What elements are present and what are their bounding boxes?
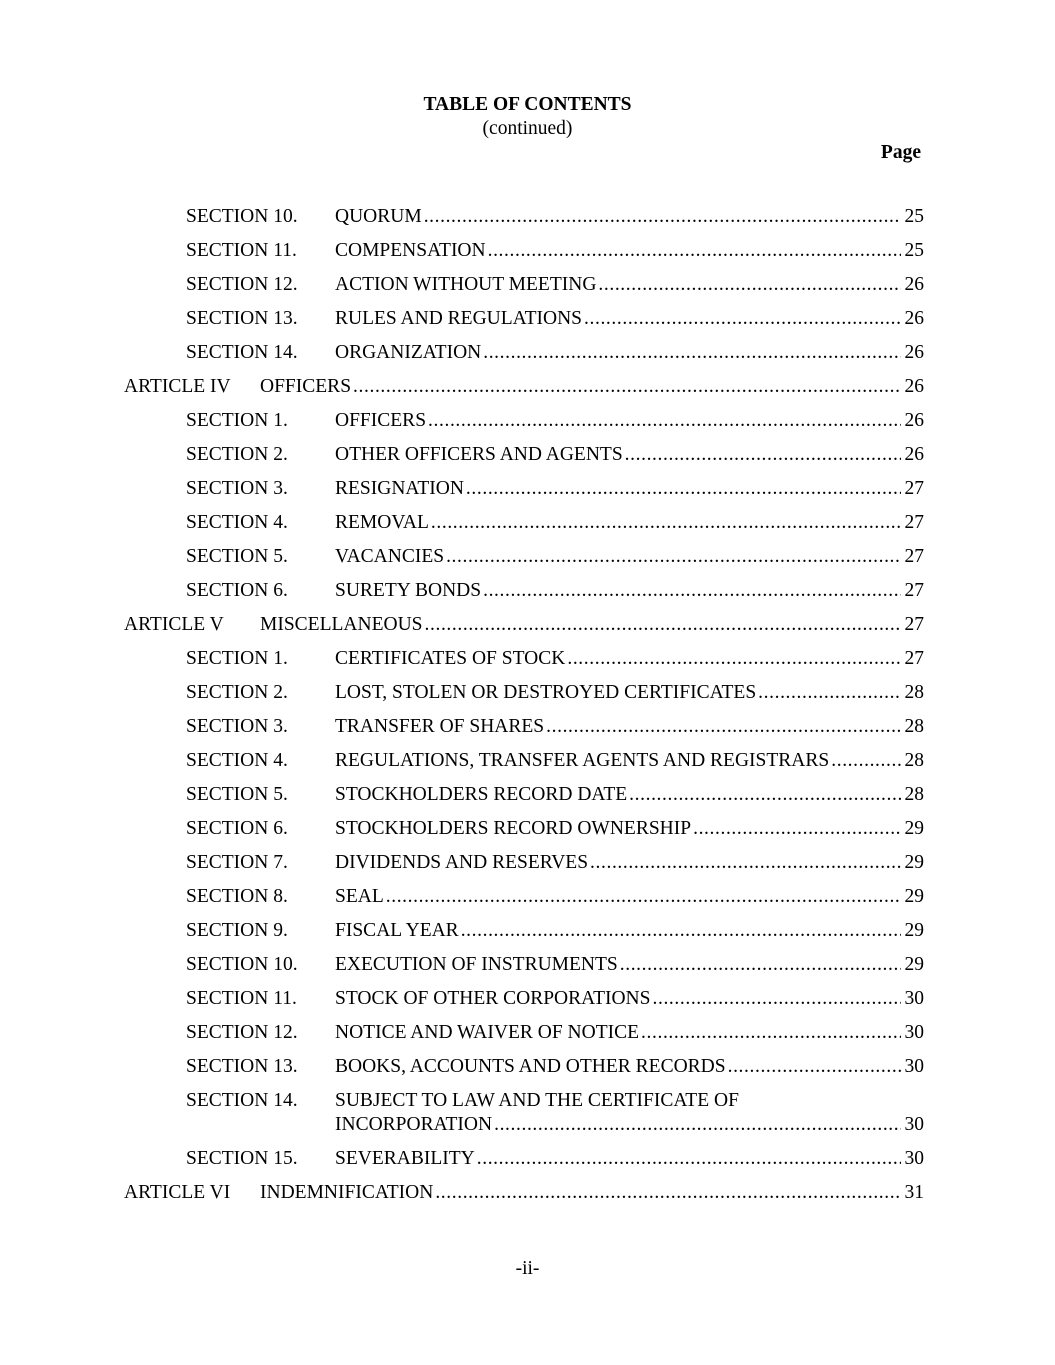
toc-entry-leader-line [335,749,924,773]
dot-leader [483,579,900,603]
toc-entry-leader-line [335,681,924,705]
toc-entry-title-block [335,1021,924,1045]
toc-entry-leader-line [335,477,924,501]
toc-entry-page: 31 [904,1182,924,1203]
toc-entry-number: SECTION 7. [186,852,288,873]
toc-entry-leader-line [335,817,924,841]
toc-entry-title: DIVIDENDS AND RESERVES [335,852,589,873]
page-column-label: Page [880,142,921,163]
toc-entry-title-block [260,375,924,399]
toc-entry-title: COMPENSATION [335,240,486,261]
toc-entry-number: SECTION 4. [186,750,288,771]
toc-entry-leader-line [335,341,924,365]
toc-entry-page: 26 [904,342,924,363]
toc-entry-title-block [335,987,924,1011]
toc-section-entry[interactable] [0,987,1055,1021]
toc-entry-page: 30 [904,1114,924,1135]
toc-entry-number: SECTION 10. [186,206,298,227]
toc-entry-leader-line [260,375,924,399]
toc-entry-leader-line [335,1021,924,1045]
toc-entry-page: 26 [904,444,924,465]
toc-entry-page: 26 [904,274,924,295]
toc-section-entry[interactable] [0,953,1055,987]
toc-section-entry[interactable] [0,681,1055,715]
toc-heading: TABLE OF CONTENTS [423,94,632,115]
toc-entry-title: STOCK OF OTHER CORPORATIONS [335,988,651,1009]
toc-section-entry[interactable] [0,341,1055,375]
toc-entry-title-block [335,817,924,841]
toc-entry-title-block [335,307,924,331]
dot-leader [653,987,901,1011]
dot-leader [584,307,900,331]
toc-entry-number: SECTION 13. [186,1056,298,1077]
toc-entry-number: SECTION 11. [186,988,297,1009]
toc-entry-page: 29 [904,818,924,839]
toc-section-entry[interactable] [0,273,1055,307]
toc-entry-title: TRANSFER OF SHARES [335,716,545,737]
page-footer-number: -ii- [515,1258,540,1279]
dot-leader [425,613,901,637]
dot-leader [620,953,901,977]
toc-entry-page: 29 [904,852,924,873]
toc-list [0,205,1055,1215]
toc-section-entry[interactable] [0,919,1055,953]
toc-entry-page: 30 [904,988,924,1009]
toc-section-entry[interactable] [0,715,1055,749]
toc-entry-page: 30 [904,1056,924,1077]
toc-entry-title-block [335,851,924,875]
toc-section-entry[interactable] [0,1089,1055,1147]
toc-entry-title: NOTICE AND WAIVER OF NOTICE [335,1022,640,1043]
dot-leader [435,1181,900,1205]
toc-entry-title: INCORPORATION [335,1114,493,1135]
toc-entry-number: SECTION 3. [186,478,288,499]
dot-leader [446,545,900,569]
toc-entry-number: SECTION 4. [186,512,288,533]
dot-leader [728,1055,901,1079]
toc-entry-title: ACTION WITHOUT MEETING [335,274,597,295]
toc-entry-page: 28 [904,682,924,703]
toc-entry-page: 26 [904,376,924,397]
toc-section-entry[interactable] [0,205,1055,239]
dot-leader [483,341,900,365]
toc-entry-leader-line [335,885,924,909]
dot-leader [590,851,900,875]
toc-entry-title: VACANCIES [335,546,445,567]
toc-entry-title: FISCAL YEAR [335,920,459,941]
dot-leader [494,1113,900,1137]
toc-entry-title-line1: SUBJECT TO LAW AND THE CERTIFICATE OF [335,1090,739,1111]
toc-entry-number: SECTION 2. [186,444,288,465]
toc-entry-title: SURETY BONDS [335,580,482,601]
toc-entry-number: SECTION 9. [186,920,288,941]
toc-entry-number: SECTION 5. [186,546,288,567]
toc-section-entry[interactable] [0,851,1055,885]
toc-section-entry[interactable] [0,409,1055,443]
toc-entry-number: ARTICLE V [124,614,224,635]
toc-entry-page: 28 [904,750,924,771]
toc-entry-leader-line [335,1113,924,1137]
toc-section-entry[interactable] [0,1147,1055,1181]
toc-entry-leader-line [260,1181,924,1205]
toc-entry-number: SECTION 14. [186,1090,298,1111]
toc-entry-title-block [335,205,924,229]
toc-entry-title: MISCELLANEOUS [260,614,423,635]
toc-entry-leader-line [335,1147,924,1171]
toc-entry-number: SECTION 12. [186,274,298,295]
dot-leader [386,885,901,909]
toc-entry-title-block [335,919,924,943]
toc-entry-title: SEVERABILITY [335,1148,475,1169]
dot-leader [431,511,901,535]
toc-entry-leader-line [335,647,924,671]
toc-entry-leader-line [335,953,924,977]
toc-entry-number: ARTICLE IV [124,376,231,397]
toc-entry-title-block [335,647,924,671]
toc-section-entry[interactable] [0,511,1055,545]
toc-section-entry[interactable] [0,545,1055,579]
toc-entry-title-block [335,443,924,467]
toc-entry-page: 25 [904,240,924,261]
toc-entry-number: SECTION 10. [186,954,298,975]
toc-entry-title: REMOVAL [335,512,429,533]
toc-entry-number: SECTION 1. [186,410,288,431]
dot-leader [625,443,901,467]
toc-entry-number: SECTION 12. [186,1022,298,1043]
toc-entry-title: OFFICERS [335,410,427,431]
toc-entry-number: SECTION 3. [186,716,288,737]
toc-article-entry[interactable] [0,375,1055,409]
toc-entry-title-block [335,477,924,501]
toc-entry-title: RESIGNATION [335,478,464,499]
toc-entry-leader-line [335,919,924,943]
toc-section-entry[interactable] [0,1021,1055,1055]
toc-entry-title-block [335,681,924,705]
toc-entry-title-block [335,273,924,297]
dot-leader [598,273,900,297]
toc-entry-leader-line [335,239,924,263]
toc-entry-leader-line [335,851,924,875]
toc-entry-title-block [335,1147,924,1171]
toc-entry-number: SECTION 14. [186,342,298,363]
dot-leader [353,375,900,399]
toc-section-entry[interactable] [0,307,1055,341]
toc-subheading: (continued) [482,118,573,139]
toc-entry-page: 30 [904,1022,924,1043]
toc-entry-page: 30 [904,1148,924,1169]
dot-leader [831,749,900,773]
dot-leader [424,205,901,229]
toc-section-entry[interactable] [0,749,1055,783]
toc-entry-title: ORGANIZATION [335,342,482,363]
toc-entry-title-block [335,885,924,909]
toc-article-entry[interactable] [0,613,1055,647]
toc-entry-title: QUORUM [335,206,422,227]
toc-entry-title: STOCKHOLDERS RECORD DATE [335,784,628,805]
toc-entry-title: REGULATIONS, TRANSFER AGENTS AND REGISTRARS [335,750,830,771]
toc-entry-leader-line [335,715,924,739]
toc-entry-page: 27 [904,580,924,601]
toc-article-entry[interactable] [0,1181,1055,1215]
toc-entry-number: ARTICLE VI [124,1182,231,1203]
toc-entry-page: 28 [904,784,924,805]
toc-entry-title-block [260,613,924,637]
toc-entry-title-block [335,239,924,263]
toc-entry-leader-line [335,409,924,433]
toc-entry-leader-line [335,1055,924,1079]
toc-entry-page: 29 [904,886,924,907]
toc-section-entry[interactable] [0,647,1055,681]
toc-entry-title: OFFICERS [260,376,352,397]
toc-entry-page: 27 [904,648,924,669]
toc-entry-number: SECTION 11. [186,240,297,261]
toc-entry-title: CERTIFICATES OF STOCK [335,648,566,669]
dot-leader [641,1021,900,1045]
toc-entry-title-block [335,715,924,739]
toc-entry-leader-line [335,579,924,603]
toc-section-entry[interactable] [0,239,1055,273]
toc-section-entry[interactable] [0,783,1055,817]
toc-entry-page: 27 [904,614,924,635]
toc-entry-title: EXECUTION OF INSTRUMENTS [335,954,618,975]
toc-entry-page: 26 [904,410,924,431]
toc-section-entry[interactable] [0,1055,1055,1089]
dot-leader [488,239,901,263]
toc-entry-title: BOOKS, ACCOUNTS AND OTHER RECORDS [335,1056,726,1077]
toc-section-entry[interactable] [0,817,1055,851]
toc-entry-number: SECTION 6. [186,580,288,601]
toc-entry-title: SEAL [335,886,384,907]
toc-entry-leader-line [260,613,924,637]
toc-entry-title: INDEMNIFICATION [260,1182,434,1203]
toc-entry-page: 27 [904,546,924,567]
toc-entry-number: SECTION 2. [186,682,288,703]
toc-section-entry[interactable] [0,443,1055,477]
dot-leader [466,477,901,501]
dot-leader [428,409,900,433]
toc-entry-page: 25 [904,206,924,227]
toc-entry-title: STOCKHOLDERS RECORD OWNERSHIP [335,818,692,839]
toc-entry-number: SECTION 13. [186,308,298,329]
toc-entry-title: OTHER OFFICERS AND AGENTS [335,444,623,465]
toc-entry-leader-line [335,783,924,807]
toc-entry-title-block [260,1181,924,1205]
dot-leader [461,919,901,943]
toc-entry-number: SECTION 15. [186,1148,298,1169]
toc-entry-leader-line [335,545,924,569]
dot-leader [546,715,900,739]
toc-entry-title: LOST, STOLEN OR DESTROYED CERTIFICATES [335,682,757,703]
toc-entry-title-block [335,749,924,773]
toc-entry-leader-line [335,511,924,535]
dot-leader [629,783,900,807]
toc-entry-leader-line [335,307,924,331]
toc-entry-number: SECTION 1. [186,648,288,669]
toc-entry-title-block [335,953,924,977]
toc-section-entry[interactable] [0,477,1055,511]
toc-entry-number: SECTION 6. [186,818,288,839]
toc-entry-title: RULES AND REGULATIONS [335,308,583,329]
toc-entry-leader-line [335,273,924,297]
toc-entry-title-block [335,1089,924,1137]
toc-entry-title-block [335,545,924,569]
toc-entry-title-block [335,341,924,365]
toc-entry-page: 26 [904,308,924,329]
toc-entry-title-block [335,511,924,535]
toc-entry-page: 28 [904,716,924,737]
toc-entry-title-block [335,409,924,433]
toc-entry-page: 27 [904,478,924,499]
toc-entry-title-block [335,579,924,603]
toc-entry-page: 29 [904,954,924,975]
toc-entry-number: SECTION 8. [186,886,288,907]
dot-leader [693,817,900,841]
dot-leader [758,681,900,705]
toc-entry-leader-line [335,987,924,1011]
dot-leader [477,1147,901,1171]
toc-entry-title-block [335,1055,924,1079]
toc-entry-page: 27 [904,512,924,533]
toc-section-entry[interactable] [0,579,1055,613]
toc-entry-page: 29 [904,920,924,941]
toc-entry-number: SECTION 5. [186,784,288,805]
dot-leader [567,647,900,671]
toc-section-entry[interactable] [0,885,1055,919]
toc-entry-leader-line [335,205,924,229]
toc-entry-leader-line [335,443,924,467]
toc-entry-title-block [335,783,924,807]
